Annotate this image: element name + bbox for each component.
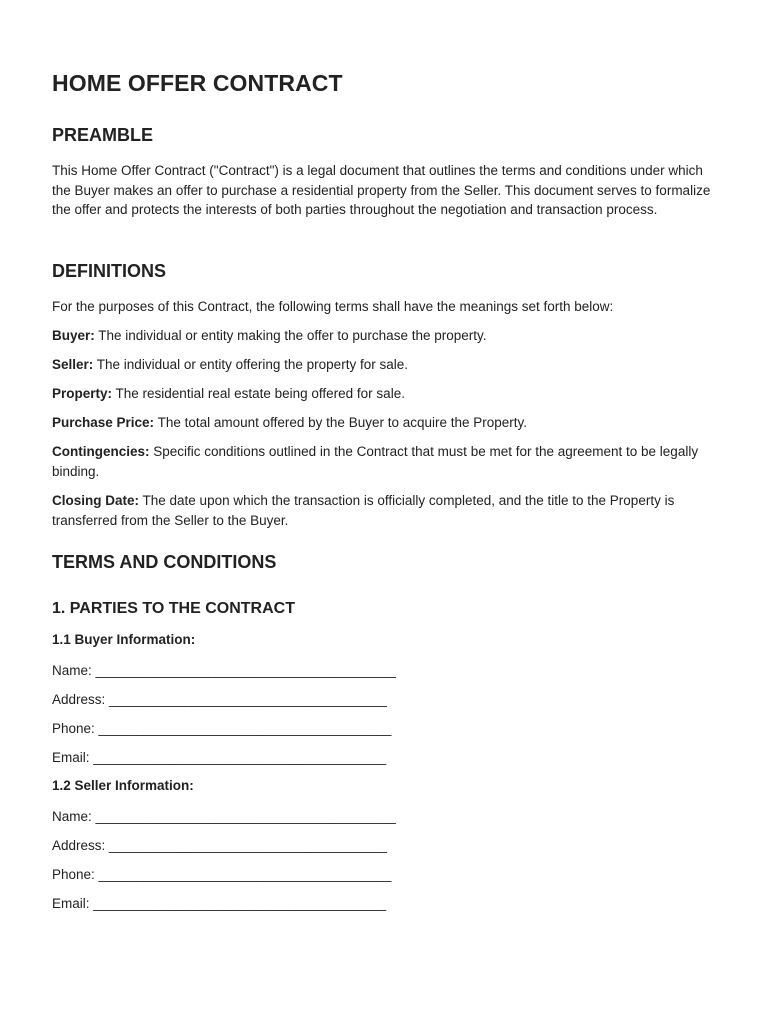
definition-term: Buyer: <box>52 328 95 343</box>
seller-info-heading: 1.2 Seller Information: <box>52 778 194 793</box>
definition-term: Closing Date: <box>52 493 140 508</box>
seller-name-field[interactable]: Name: ________________________________________ <box>52 809 396 824</box>
definition-property <box>52 384 717 404</box>
definitions-intro: For the purposes of this Contract, the following terms shall have the meanings set forth below: <box>52 299 614 314</box>
definition-buyer <box>52 326 717 346</box>
buyer-phone-field[interactable]: Phone: _______________________________________ <box>52 721 392 736</box>
definition-term: Purchase Price: <box>52 415 155 430</box>
definition-term: Contingencies: <box>52 444 150 459</box>
section-1-heading: 1. PARTIES TO THE CONTRACT <box>52 600 295 617</box>
document-title: HOME OFFER CONTRACT <box>52 70 343 96</box>
definition-text: The residential real estate being offered for sale. <box>112 386 405 401</box>
preamble-text: This Home Offer Contract ("Contract") is a legal document that outlines the terms and conditions under which the Buyer makes an offer to purchase a residential property from the Seller. This document serves to formalize the offer and protects the interests of both parties throughout the negotiation and transaction process. <box>52 163 711 218</box>
definitions-heading: DEFINITIONS <box>52 261 167 281</box>
definition-seller <box>52 355 717 375</box>
terms-heading: TERMS AND CONDITIONS <box>52 552 277 572</box>
definition-text: The total amount offered by the Buyer to acquire the Property. <box>154 415 528 430</box>
definition-text: The individual or entity making the offer to purchase the property. <box>94 328 487 343</box>
definition-purchase-price <box>52 413 717 433</box>
definition-text: The date upon which the transaction is officially completed, and the title to the Property is transferred from the Seller to the Buyer. <box>52 493 675 528</box>
definition-closing-date <box>52 491 717 530</box>
buyer-address-field[interactable]: Address: _____________________________________ <box>52 692 387 707</box>
definition-term: Property: <box>52 386 113 401</box>
preamble-heading: PREAMBLE <box>52 125 154 145</box>
seller-address-field[interactable]: Address: _____________________________________ <box>52 838 387 853</box>
definition-text: The individual or entity offering the property for sale. <box>93 357 408 372</box>
definition-contingencies <box>52 442 717 481</box>
definition-text: Specific conditions outlined in the Contract that must be met for the agreement to be legally binding. <box>52 444 699 479</box>
buyer-email-field[interactable]: Email: _______________________________________ <box>52 750 387 765</box>
buyer-name-field[interactable]: Name: ________________________________________ <box>52 663 396 678</box>
buyer-info-heading: 1.1 Buyer Information: <box>52 632 196 647</box>
definition-term: Seller: <box>52 357 94 372</box>
seller-email-field[interactable]: Email: _______________________________________ <box>52 896 387 911</box>
seller-phone-field[interactable]: Phone: _______________________________________ <box>52 867 392 882</box>
